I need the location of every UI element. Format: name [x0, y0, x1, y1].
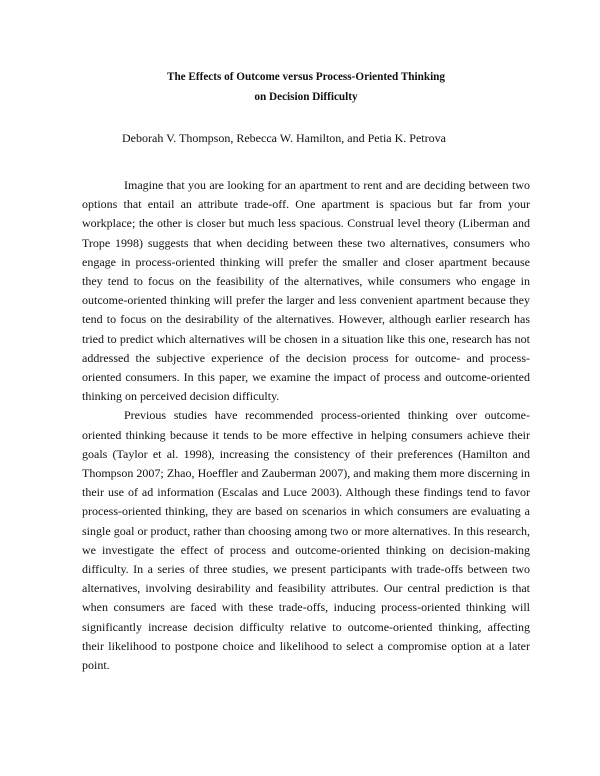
author-list: Deborah V. Thompson, Rebecca W. Hamilton, and Petia K. Petrova [122, 131, 446, 145]
title-line-2: on Decision Difficulty [254, 91, 358, 103]
paragraph-2: Previous studies have recommended process-oriented thinking over outcome-oriented thinking because it tends to be more effective in helping consumers achieve their goals (Taylor et al. 1998), increasing the consistency of their preferences (Hamilton and Thompson 2007; Zhao, Hoeffler and Zauberman 2007), and making them more discerning in their use of ad information (Escalas and Luce 2003). Although these findings tend to favor process-oriented thinking, they are based on scenarios in which consumers are evaluating a single goal or product, rather than choosing among two or more alternatives. In this research, we investigate the effect of process and outcome-oriented thinking on decision-making difficulty. In a series of three studies, we present participants with trade-offs between two alternatives, involving desirability and feasibility attributes. Our central prediction is that when consumers are faced with these trade-offs, inducing process-oriented thinking will significantly increase decision difficulty relative to outcome-oriented thinking, affecting their likelihood to postpone choice and likelihood to select a compromise option at a later point. [82, 408, 530, 673]
body-text [82, 176, 530, 675]
title-line-1: The Effects of Outcome versus Process-Oriented Thinking [166, 71, 445, 83]
paper-title [82, 67, 530, 107]
paragraph-1: Imagine that you are looking for an apartment to rent and are deciding between two options that entail an attribute trade-off. One apartment is spacious but far from your workplace; the other is closer but much less spacious. Construal level theory (Liberman and Trope 1998) suggests that when deciding between these two alternatives, consumers who engage in process-oriented thinking will prefer the smaller and closer apartment because they tend to focus on the feasibility of the alternatives, while consumers who engage in outcome-oriented thinking will prefer the larger and less convenient apartment because they tend to focus on the desirability of the alternatives. However, although earlier research has tried to predict which alternatives will be chosen in a situation like this one, research has not addressed the subjective experience of the decision process for outcome- and process-oriented consumers. In this paper, we examine the impact of process and outcome-oriented thinking on perceived decision difficulty. [82, 178, 530, 404]
